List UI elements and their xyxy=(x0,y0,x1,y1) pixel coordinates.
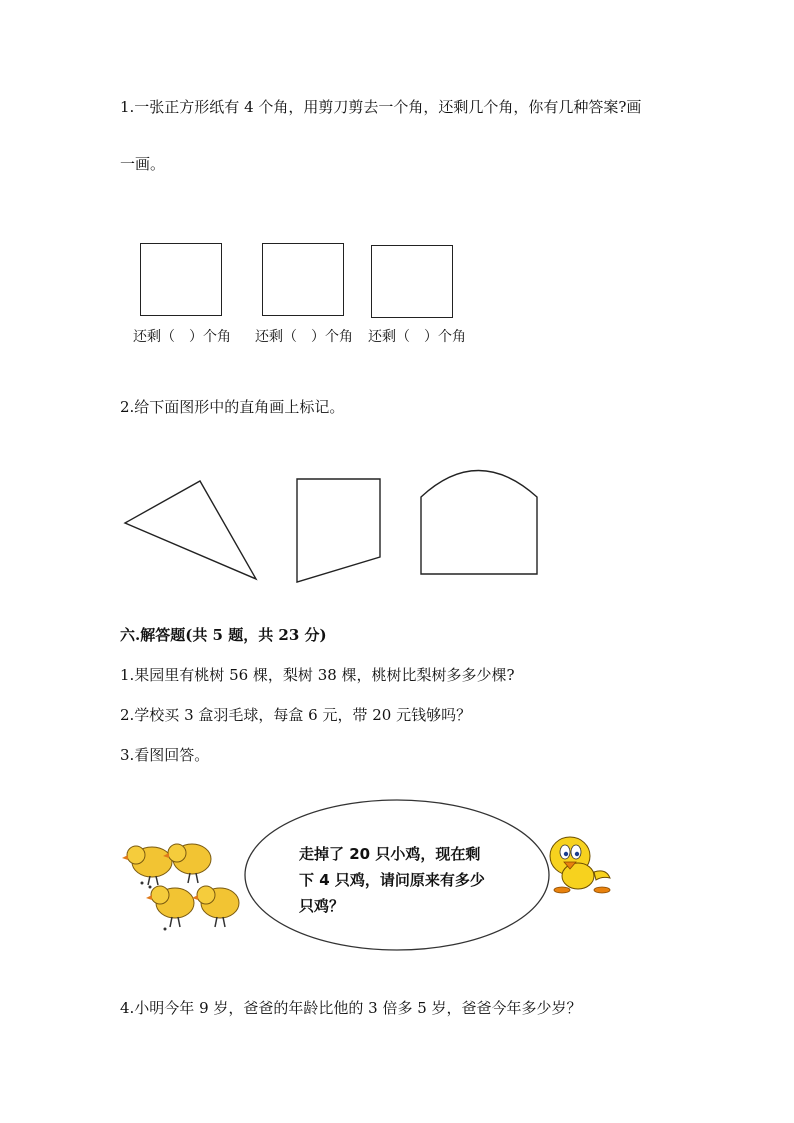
bubble-line-2: 下 4 只鸡，请问原来有多少 xyxy=(299,871,485,889)
yellow-bird-illustration xyxy=(540,832,620,902)
q1-text-line1: 1.一张正方形纸有 4 个角，用剪刀剪去一个角，还剩几个角，你有几种答案?画 xyxy=(120,98,642,116)
bubble-line-1: 走掉了 20 只小鸡，现在剩 xyxy=(299,845,481,863)
section6-title: 六.解答题(共 5 题，共 23 分) xyxy=(120,626,327,644)
bubble-line-3: 只鸡？ xyxy=(299,897,345,915)
q2-text: 2.给下面图形中的直角画上标记。 xyxy=(120,398,345,416)
caption-square-3: 还剩（ ）个角 xyxy=(368,329,466,345)
section6-item-1: 1.果园里有桃树 56 棵，梨树 38 棵，桃树比梨树多多少棵? xyxy=(120,666,515,684)
caption-square-1: 还剩（ ）个角 xyxy=(133,329,231,345)
q1-text-line2: 一画。 xyxy=(120,155,166,173)
bubble-text xyxy=(299,841,485,919)
caption-square-2: 还剩（ ）个角 xyxy=(255,329,353,345)
section6-item-3: 3.看图回答。 xyxy=(120,746,210,764)
section6-item-2: 2.学校买 3 盒羽毛球，每盒 6 元，带 20 元钱够吗？ xyxy=(120,706,472,724)
section6-item-4: 4.小明今年 9 岁，爸爸的年龄比他的 3 倍多 5 岁，爸爸今年多少岁？ xyxy=(120,999,582,1017)
